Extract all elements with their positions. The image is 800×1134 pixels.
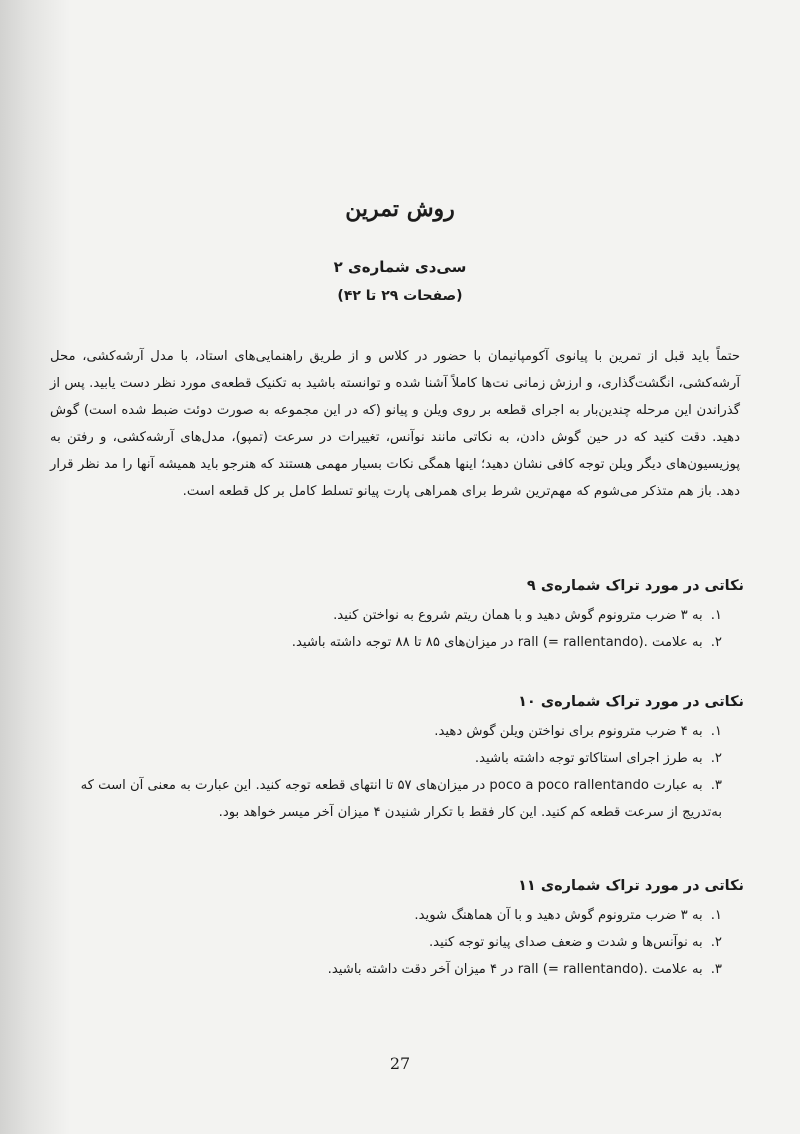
item-number: ۳. [710, 778, 722, 793]
item-number: ۲. [710, 935, 722, 950]
instruction-list [50, 902, 744, 983]
list-item [50, 929, 722, 956]
instruction-list [50, 718, 744, 826]
section-track-9 [50, 572, 744, 656]
list-item [50, 902, 722, 929]
page-number: 27 [389, 1054, 411, 1073]
list-item [50, 602, 722, 629]
page-title: روش تمرین [345, 196, 455, 222]
item-text: به ۴ ضرب مترونوم برای نواختن ویلن گوش دهید. [434, 724, 703, 739]
item-number: ۲. [710, 635, 722, 650]
item-text: به علامت .rall (= rallentando) در میزان‌های ۸۵ تا ۸۸ توجه داشته باشید. [291, 635, 703, 650]
cd-subtitle: سی‌دی شماره‌ی ۲ [333, 258, 467, 276]
item-number: ۱. [710, 724, 722, 739]
item-number: ۳. [710, 962, 722, 977]
list-item [50, 629, 722, 656]
item-text: به ۳ ضرب مترونوم گوش دهید و با آن هماهنگ شوید. [414, 908, 703, 923]
section-title: نکاتی در مورد تراک شماره‌ی ۱۰ [518, 694, 744, 710]
section-track-10 [50, 688, 744, 826]
section-title: نکاتی در مورد تراک شماره‌ی ۱۱ [518, 878, 744, 894]
list-item [50, 745, 722, 772]
item-number: ۲. [710, 751, 722, 766]
page-range: (صفحات ۲۹ تا ۴۲) [337, 288, 463, 304]
item-text: به ۳ ضرب مترونوم گوش دهید و با همان ریتم شروع به نواختن کنید. [333, 608, 703, 623]
list-item [50, 772, 722, 826]
item-text: به علامت .rall (= rallentando) در ۴ میزان آخر دقت داشته باشید. [327, 962, 703, 977]
item-number: ۱. [710, 608, 722, 623]
item-text: به عبارت poco a poco rallentando در میزان‌های ۵۷ تا انتهای قطعه توجه کنید. این عبارت به معنی آن است که به‌تدریج از سرعت قطعه کم کنید. این کار فقط با تکرار شنیدن ۴ میزان آخر میسر خواهد بود. [80, 778, 722, 820]
item-number: ۱. [710, 908, 722, 923]
item-text: به نوآنس‌ها و شدت و ضعف صدای پیانو توجه کنید. [428, 935, 703, 950]
intro-paragraph: حتماً باید قبل از تمرین با پیانوی آکومپانیمان با حضور در کلاس و از طریق راهنمایی‌های استاد، با مدل آرشه‌کشی، محل آرشه‌کشی، انگشت‌گذاری، و ارزش زمانی نت‌ها کاملاً آشنا شده و توانسته باشید به تکنیک قطعه‌ی مورد نظر دست یابید. پس از گذراندن این مرحله چندین‌بار به اجرای قطعه بر روی ویلن و پیانو (که در این مجموعه به صورت دوئت ضبط شده است) گوش دهید. دقت کنید که در حین گوش دادن، به نکاتی مانند نوآنس، تغییرات در سرعت (تمپو)، مدل‌های آرشه‌کشی، و رفتن به پوزیسیون‌های دیگر ویلن توجه کافی نشان دهید؛ اینها همگی نکات بسیار مهمی هستند که هنرجو باید همیشه آنها را مد نظر قرار دهد. باز هم متذکر می‌شوم که مهم‌ترین شرط برای همراهی پارت پیانو تسلط کامل بر کل قطعه است. [50, 349, 740, 499]
section-track-11 [50, 872, 744, 983]
instruction-list [50, 602, 744, 656]
list-item [50, 956, 722, 983]
item-text: به طرز اجرای استاکاتو توجه داشته باشید. [474, 751, 703, 766]
section-title: نکاتی در مورد تراک شماره‌ی ۹ [526, 578, 744, 594]
list-item [50, 718, 722, 745]
